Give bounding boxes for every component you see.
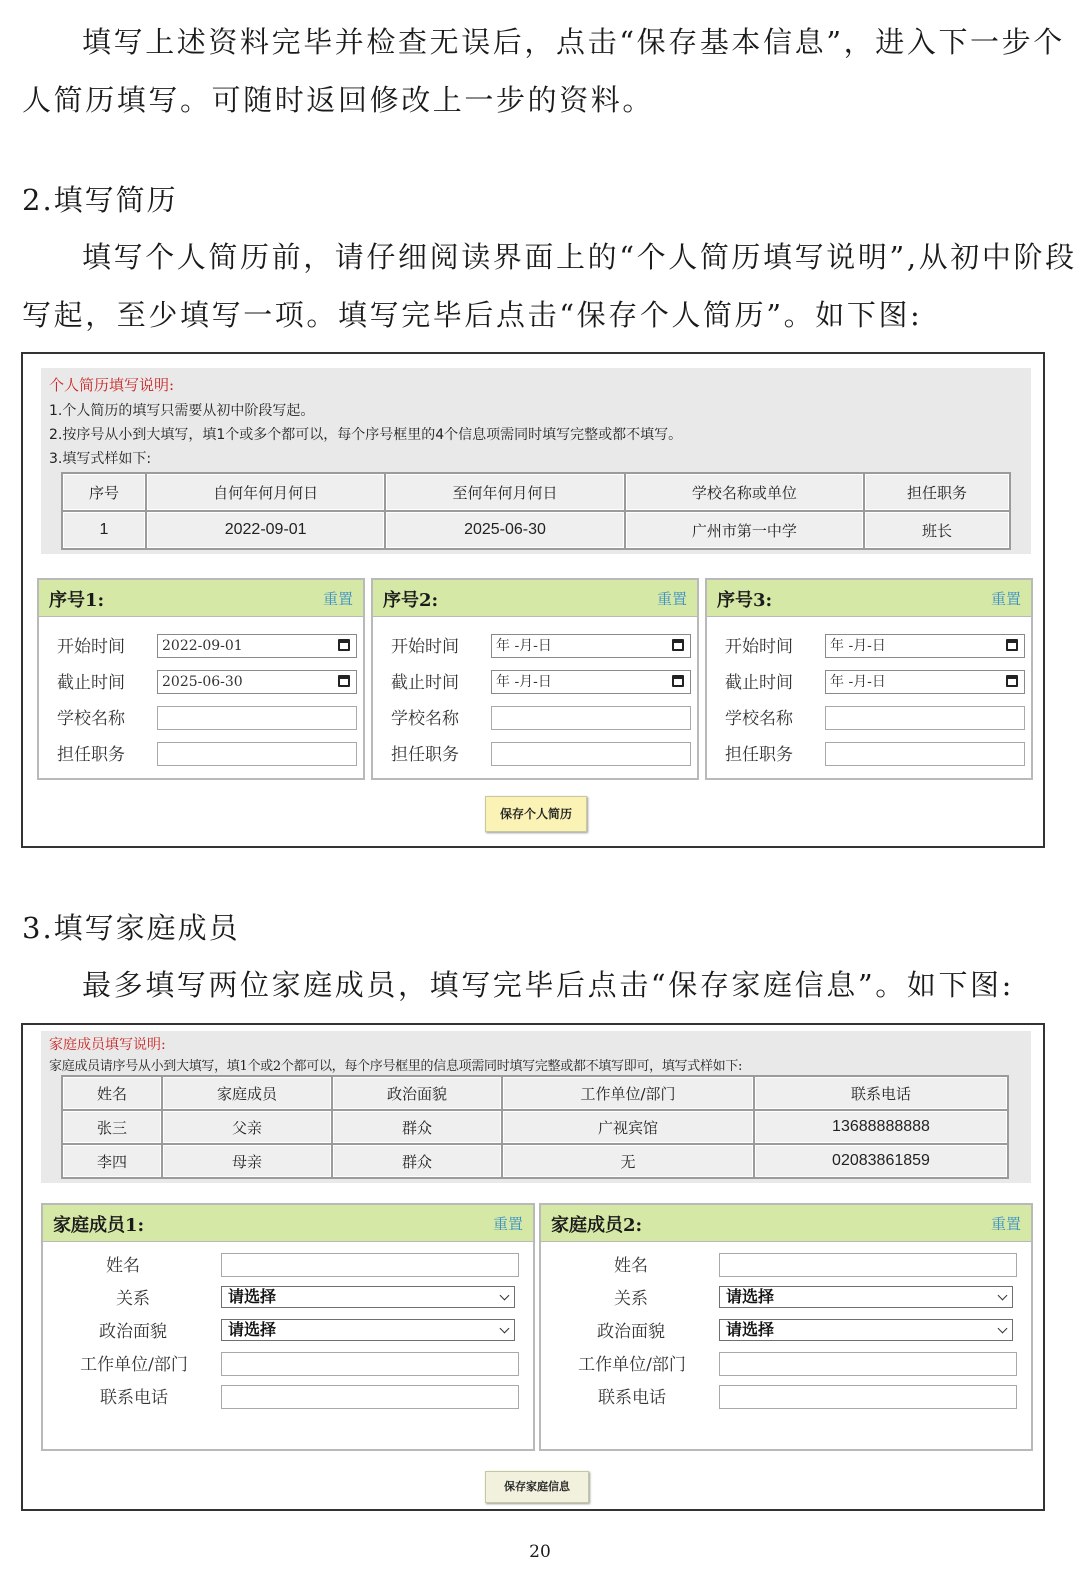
- form-row: [43, 1251, 533, 1281]
- calendar-icon[interactable]: [338, 639, 350, 651]
- calendar-icon[interactable]: [1006, 639, 1018, 651]
- resume-instructions: [41, 368, 1031, 554]
- table-cell: 班长: [865, 512, 1009, 548]
- date-value: 2025-06-30: [162, 674, 243, 690]
- panel-title: 家庭成员1:: [53, 1215, 145, 1236]
- section2-line-2: 写起，至少填写一项。填写完毕后点击“保存个人简历”。如下图:: [22, 298, 923, 332]
- form-row: [541, 1350, 1031, 1380]
- school-input[interactable]: [825, 706, 1025, 730]
- chevron-down-icon: [998, 1291, 1008, 1301]
- section2-heading: 2.填写简历: [22, 183, 178, 217]
- form-row: [707, 704, 1031, 734]
- employer-input[interactable]: [221, 1352, 519, 1376]
- form-row: [39, 632, 363, 662]
- resume-panel-2: [371, 578, 699, 780]
- end-date-input[interactable]: [491, 670, 691, 694]
- date-value: 年 -月-日: [830, 674, 886, 690]
- field-label: 联系电话: [100, 1388, 168, 1408]
- chevron-down-icon: [500, 1291, 510, 1301]
- table-cell: 1: [63, 512, 145, 548]
- date-value: 年 -月-日: [496, 674, 552, 690]
- name-input[interactable]: [719, 1253, 1017, 1277]
- table-cell: 群众: [333, 1145, 501, 1177]
- save-family-button[interactable]: 保存家庭信息: [485, 1471, 589, 1503]
- table-cell: 张三: [63, 1111, 161, 1143]
- field-label: 联系电话: [598, 1388, 666, 1408]
- table-header: 序号: [63, 474, 145, 510]
- family-instructions: [41, 1031, 1031, 1183]
- field-label: 政治面貌: [99, 1322, 167, 1342]
- form-row: [373, 740, 697, 770]
- table-header: 担任职务: [865, 474, 1009, 510]
- field-label: 截止时间: [57, 673, 125, 693]
- table-cell: 母亲: [163, 1145, 331, 1177]
- reset-link[interactable]: 重置: [990, 590, 1021, 608]
- reset-link[interactable]: 重置: [322, 590, 353, 608]
- school-input[interactable]: [157, 706, 357, 730]
- start-date-input[interactable]: [825, 634, 1025, 658]
- relation-select[interactable]: [221, 1286, 515, 1308]
- political-status-select[interactable]: [719, 1319, 1013, 1341]
- resume-note-title: 个人简历填写说明:: [49, 376, 175, 394]
- field-label: 关系: [614, 1289, 648, 1309]
- field-label: 政治面貌: [597, 1322, 665, 1342]
- resume-screenshot: [21, 352, 1045, 848]
- reset-link[interactable]: 重置: [990, 1215, 1021, 1233]
- chevron-down-icon: [500, 1324, 510, 1334]
- field-label: 关系: [116, 1289, 150, 1309]
- field-label: 姓名: [614, 1256, 648, 1276]
- form-row: [373, 704, 697, 734]
- form-row: [43, 1350, 533, 1380]
- field-label: 担任职务: [391, 745, 459, 765]
- resume-sample-table: [61, 472, 1011, 550]
- form-row: [43, 1383, 533, 1413]
- reset-link[interactable]: 重置: [492, 1215, 523, 1233]
- table-header: 政治面貌: [333, 1077, 501, 1109]
- save-resume-button[interactable]: 保存个人简历: [485, 796, 587, 832]
- table-header: 联系电话: [755, 1077, 1007, 1109]
- reset-link[interactable]: 重置: [656, 590, 687, 608]
- field-label: 开始时间: [57, 637, 125, 657]
- section3-heading: 3.填写家庭成员: [22, 911, 240, 945]
- resume-panel-1: [37, 578, 365, 780]
- form-row: [707, 668, 1031, 698]
- date-value: 2022-09-01: [162, 638, 243, 654]
- table-header: 工作单位/部门: [503, 1077, 753, 1109]
- table-cell: 13688888888: [755, 1111, 1007, 1143]
- family-sample-table: [61, 1075, 1009, 1179]
- table-cell: 群众: [333, 1111, 501, 1143]
- table-header-row: [63, 1077, 1007, 1109]
- date-value: 年 -月-日: [496, 638, 552, 654]
- field-label: 截止时间: [725, 673, 793, 693]
- form-row: [707, 740, 1031, 770]
- table-header-row: [63, 474, 1009, 510]
- field-label: 姓名: [106, 1256, 140, 1276]
- political-status-select[interactable]: [221, 1319, 515, 1341]
- panel-title: 序号3:: [717, 590, 773, 611]
- family-note-title: 家庭成员填写说明:: [49, 1037, 166, 1053]
- intro-line-1: 填写上述资料完毕并检查无误后，点击“保存基本信息”，进入下一步个: [82, 25, 1065, 59]
- end-date-input[interactable]: [157, 670, 357, 694]
- panel-header: [541, 1205, 1031, 1242]
- select-value: 请选择: [228, 1320, 277, 1339]
- table-header: 自何年何月何日: [147, 474, 384, 510]
- table-header: 姓名: [63, 1077, 161, 1109]
- table-cell: 2025-06-30: [386, 512, 623, 548]
- date-value: 年 -月-日: [830, 638, 886, 654]
- field-label: 工作单位/部门: [80, 1355, 188, 1375]
- phone-input[interactable]: [719, 1385, 1017, 1409]
- table-cell: 02083861859: [755, 1145, 1007, 1177]
- page-number: 20: [529, 1542, 551, 1562]
- position-input[interactable]: [825, 742, 1025, 766]
- start-date-input[interactable]: [157, 634, 357, 658]
- calendar-icon[interactable]: [672, 675, 684, 687]
- section2-line-1: 填写个人简历前，请仔细阅读界面上的“个人简历填写说明”,从初中阶段: [82, 240, 1077, 274]
- table-row: [63, 512, 1009, 548]
- table-cell: 2022-09-01: [147, 512, 384, 548]
- end-date-input[interactable]: [825, 670, 1025, 694]
- field-label: 开始时间: [725, 637, 793, 657]
- table-cell: 广州市第一中学: [626, 512, 863, 548]
- table-row: [63, 1145, 1007, 1177]
- panel-header: [707, 580, 1031, 617]
- name-input[interactable]: [221, 1253, 519, 1277]
- panel-header: [43, 1205, 533, 1242]
- employer-input[interactable]: [719, 1352, 1017, 1376]
- intro-line-2: 人简历填写。可随时返回修改上一步的资料。: [22, 83, 655, 117]
- calendar-icon[interactable]: [338, 675, 350, 687]
- table-cell: 广视宾馆: [503, 1111, 753, 1143]
- field-label: 学校名称: [725, 709, 793, 729]
- calendar-icon[interactable]: [672, 639, 684, 651]
- panel-header: [39, 580, 363, 617]
- resume-panel-3: [705, 578, 1033, 780]
- section3-paragraph: [22, 956, 1052, 1014]
- table-header: 家庭成员: [163, 1077, 331, 1109]
- field-label: 工作单位/部门: [578, 1355, 686, 1375]
- form-row: [541, 1284, 1031, 1314]
- position-input[interactable]: [491, 742, 691, 766]
- select-value: 请选择: [228, 1287, 277, 1306]
- field-label: 截止时间: [391, 673, 459, 693]
- form-row: [373, 632, 697, 662]
- resume-note-line: 1.个人简历的填写只需要从初中阶段写起。: [49, 403, 315, 419]
- section3-line-1: 最多填写两位家庭成员，填写完毕后点击“保存家庭信息”。如下图:: [82, 968, 1015, 1002]
- family-screenshot: [21, 1023, 1045, 1511]
- form-row: [39, 704, 363, 734]
- field-label: 学校名称: [391, 709, 459, 729]
- field-label: 担任职务: [725, 745, 793, 765]
- position-input[interactable]: [157, 742, 357, 766]
- phone-input[interactable]: [221, 1385, 519, 1409]
- form-row: [541, 1383, 1031, 1413]
- table-header: 学校名称或单位: [626, 474, 863, 510]
- form-row: [373, 668, 697, 698]
- form-row: [39, 668, 363, 698]
- family-panel-2: [539, 1203, 1033, 1451]
- relation-select[interactable]: [719, 1286, 1013, 1308]
- panel-header: [373, 580, 697, 617]
- form-row: [43, 1284, 533, 1314]
- panel-title: 家庭成员2:: [551, 1215, 643, 1236]
- family-panel-1: [41, 1203, 535, 1451]
- table-row: [63, 1111, 1007, 1143]
- family-note-line: 家庭成员请序号从小到大填写，填1个或2个都可以，每个序号框里的信息项需同时填写完整或都不填写即可，填写式样如下:: [49, 1059, 743, 1074]
- table-header: 至何年何月何日: [386, 474, 623, 510]
- resume-note-line: 3.填写式样如下:: [49, 451, 152, 467]
- calendar-icon[interactable]: [1006, 675, 1018, 687]
- section2-paragraph: [22, 228, 1077, 344]
- start-date-input[interactable]: [491, 634, 691, 658]
- table-cell: 无: [503, 1145, 753, 1177]
- form-row: [707, 632, 1031, 662]
- table-cell: 李四: [63, 1145, 161, 1177]
- school-input[interactable]: [491, 706, 691, 730]
- field-label: 开始时间: [391, 637, 459, 657]
- select-value: 请选择: [726, 1320, 775, 1339]
- resume-note-line: 2.按序号从小到大填写，填1个或多个都可以，每个序号框里的4个信息项需同时填写完整或都不填写。: [49, 427, 683, 443]
- panel-title: 序号1:: [49, 590, 105, 611]
- form-row: [43, 1317, 533, 1347]
- chevron-down-icon: [998, 1324, 1008, 1334]
- form-row: [541, 1317, 1031, 1347]
- panel-title: 序号2:: [383, 590, 439, 611]
- form-row: [541, 1251, 1031, 1281]
- form-row: [39, 740, 363, 770]
- field-label: 担任职务: [57, 745, 125, 765]
- table-cell: 父亲: [163, 1111, 331, 1143]
- intro-paragraph: [22, 13, 1065, 129]
- field-label: 学校名称: [57, 709, 125, 729]
- select-value: 请选择: [726, 1287, 775, 1306]
